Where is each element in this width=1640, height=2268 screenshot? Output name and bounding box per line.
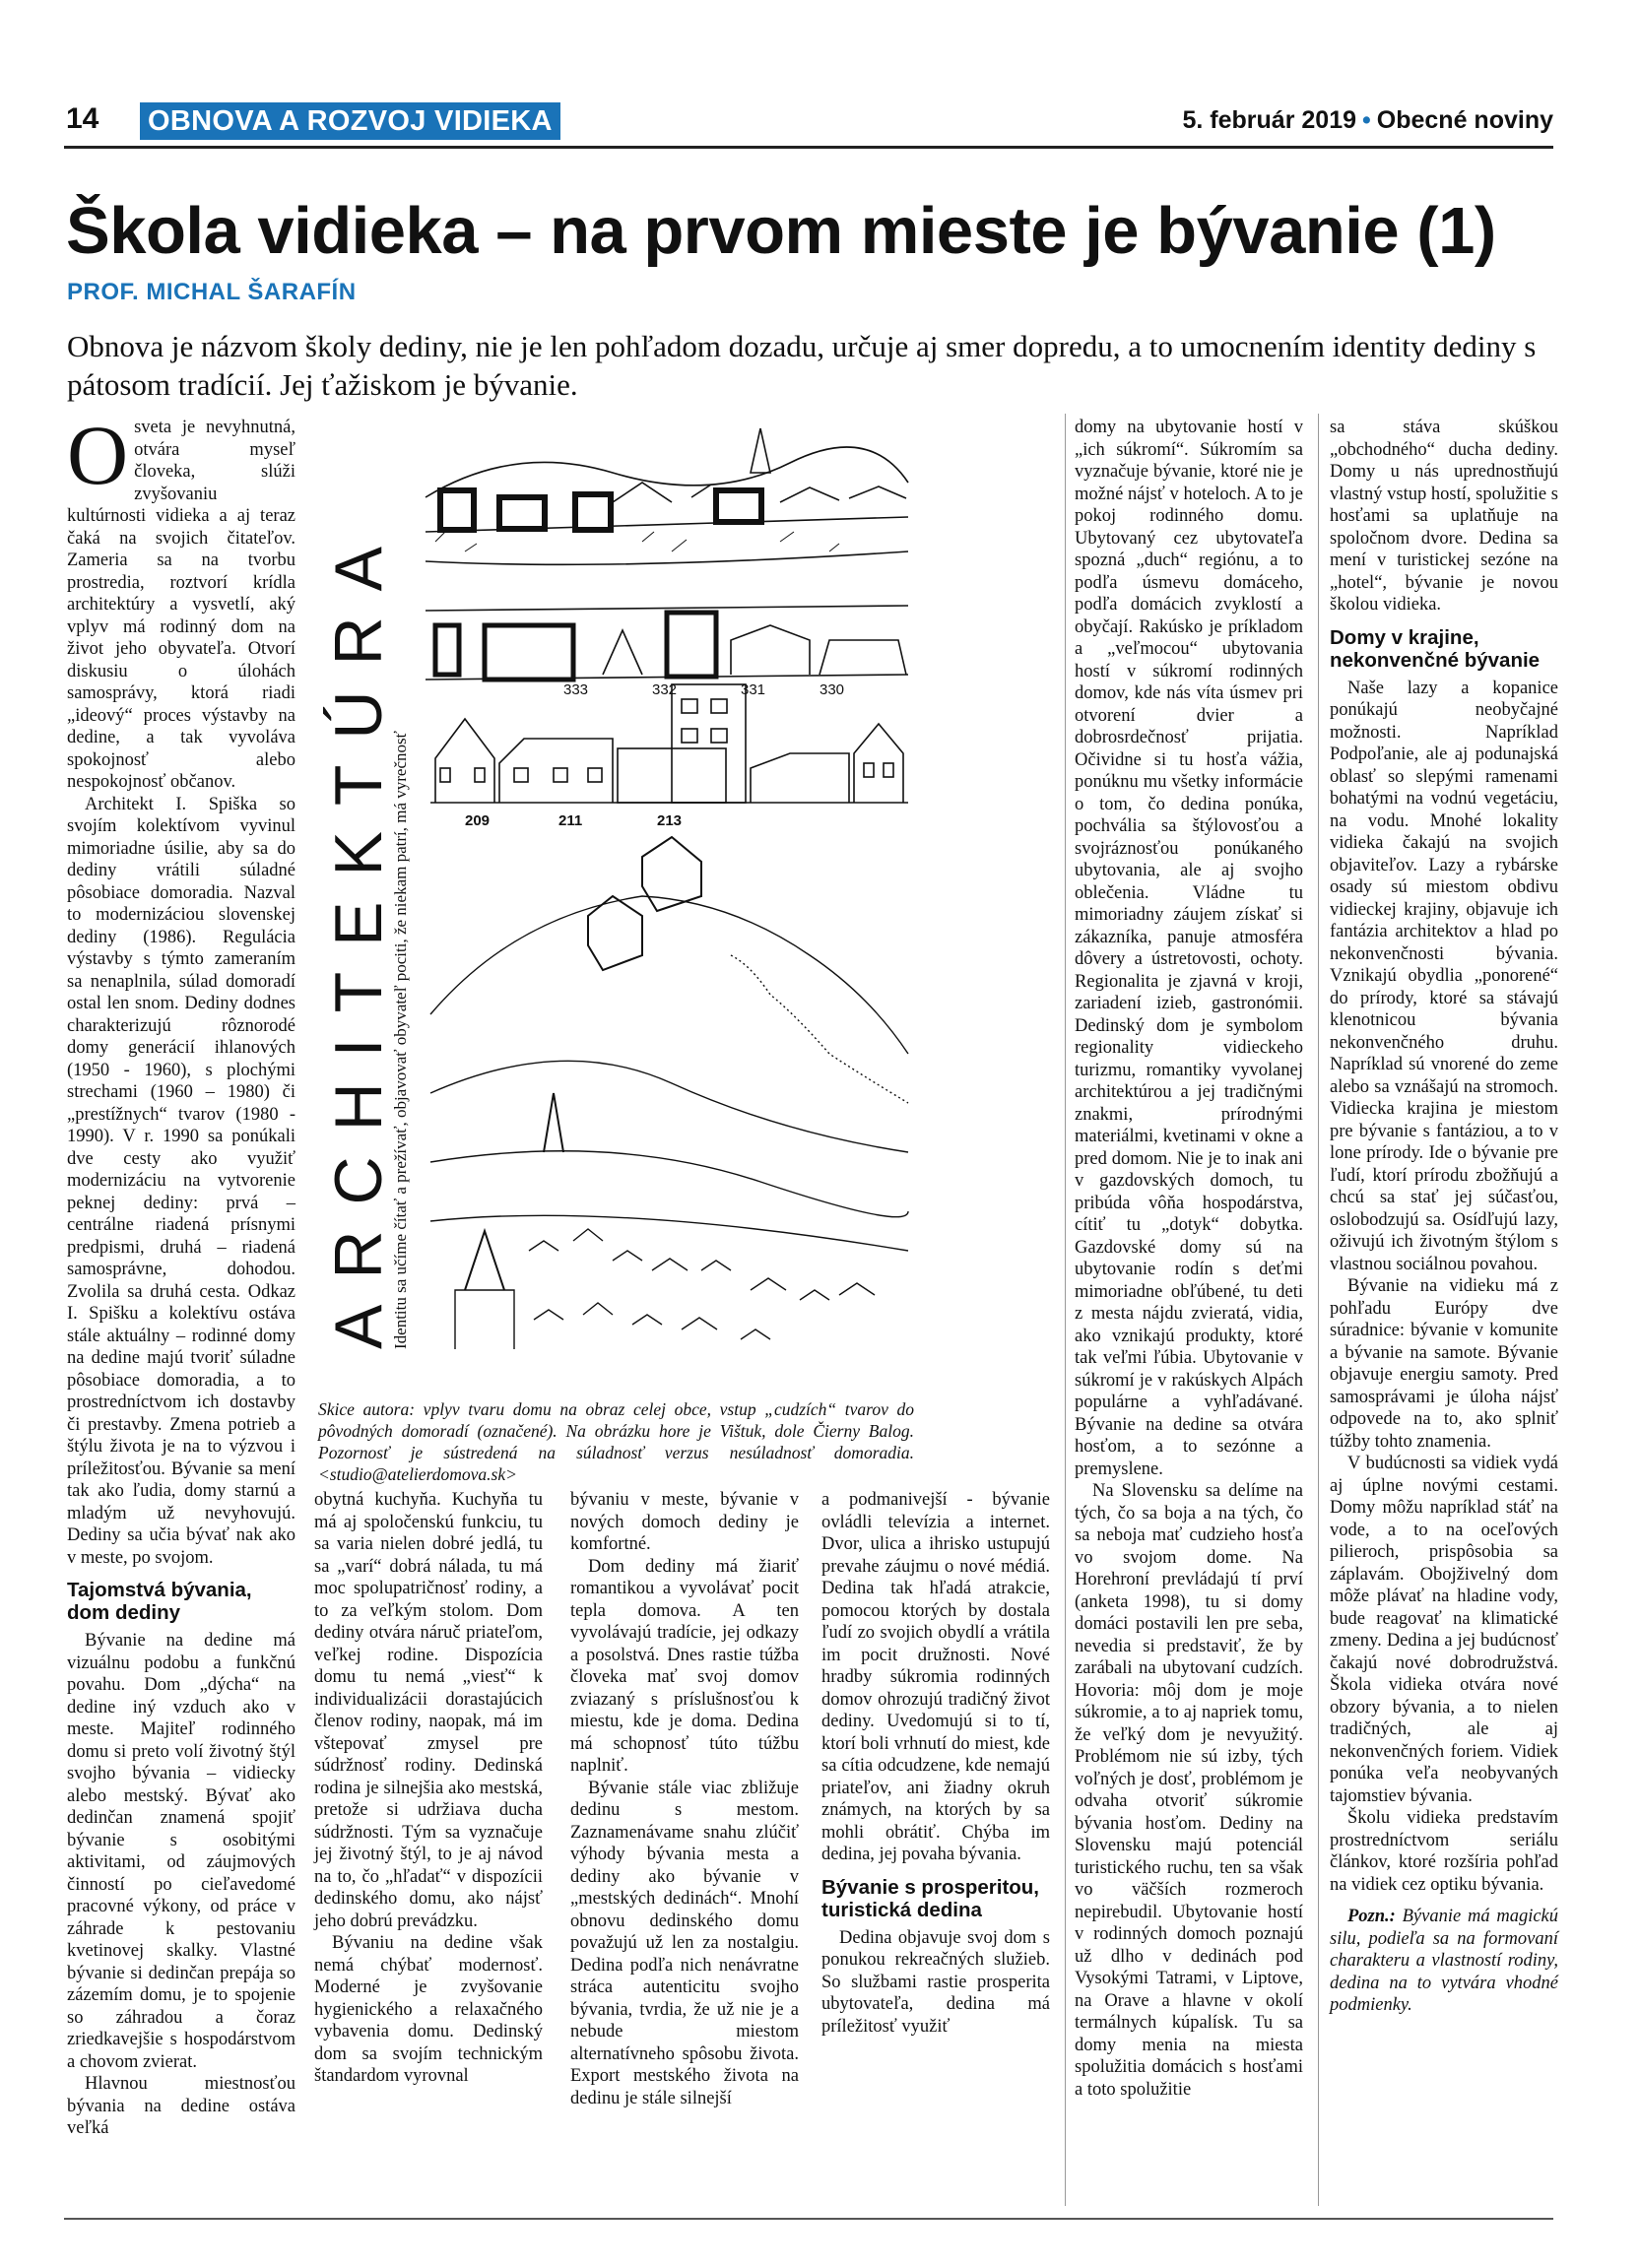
- subheading: Bývanie s prosperitou, turistická dedina: [821, 1875, 1040, 1921]
- paragraph: V budúcnosti sa vidiek vydá aj úplne novými cestami. Domy môžu napríklad stáť na vode, a to na oceľových pilieroch, prispôsobia sa záplavám. Obojživelný dom môže plávať na hladine vody, bude reagovať na klimatické zmeny. Dedina a jej budúcnosť čakajú nové dobrodružstvá. Škola vidieka otvára nové obzory bývania, a to nielen tradičných, ale aj nekonvenčných foriem. Vidiek ponúka veľa neobyvaných tajomstiev bývania.: [1330, 1454, 1558, 1806]
- publication-name: Obecné noviny: [1376, 106, 1553, 134]
- column-2: [314, 1489, 543, 2088]
- column-3: [570, 1489, 799, 2109]
- subheading: Domy v krajine, nekonvenčné bývanie: [1330, 625, 1541, 672]
- author-byline: PROF. MICHAL ŠARAFÍN: [67, 279, 357, 305]
- sketch-label: 213: [657, 812, 683, 829]
- note-label: Pozn.:: [1347, 1907, 1396, 1926]
- paragraph: Architekt I. Spiška so svojím kolektívom vyvinul mimoriadne úsilie, aby sa do dediny vrátili súladné pôsobiace domoradia. Nazval to modernizáciou slovenskej dediny (1986). Regulácia výstavby s týmto zameraním sa nenaplnila, súlad domoradí ostal len snom. Dediny dodnes charakterizujú rôznorodé domy generácií ihlanových (1950 - 1960), s plochými strechami (1960 – 1980) či „prestížnych“ tvarov (1980 - 1990). V r. 1990 sa ponúkali dve cesty ako využiť modernizáciu na vytvorenie peknej dediny: prvá – centrálne riadená prísnymi predpismi, druhá – riadená samosprávne, dohodou. Zvolila sa druhá cesta. Odkaz I. Spišku a kolektívu ostáva stále aktuálny – rodinné domy na dedine majú tvoriť súladne pôsobiace domoradia, a to prostredníctvom ich dostavby či prestavby. Zmena potrieb a štýlu života je na to výzvou i príležitosťou. Bývanie sa mení tak ako ľudia, domy starnú a mladým už nevyhovujú. Dediny sa učia bývať nak ako v meste, po svojom.: [67, 794, 295, 1568]
- houses-row-332: [426, 606, 908, 680]
- illustration-caption: Skice autora: vplyv tvaru domu na obraz celej obce, vstup „cudzích“ tvarov do pôvodných domoradí (označené). Na obrázku hore je Vištuk, dole Čierny Balog. Pozornosť je sústredená na súladnosť verzus nesúladnosť domoradia. <studio@atelierdomova.sk>: [318, 1399, 914, 1484]
- paragraph: bývaniu v meste, bývanie v nových domoch dediny je komfortné.: [570, 1490, 799, 1554]
- architecture-sketch-illustration: [317, 404, 918, 1384]
- paragraph: Bývanie stále viac zbližuje dedinu s mestom. Zaznamenávame snahu zlúčiť výhody bývania mesta a dediny ako bývanie v „mestských dedinách“. Mnohí obnovu dedinského domu považujú už len za nostalgiu. Dedina podľa nich nenávratne stráca autenticitu svojho bývania, tvrdia, že už nie je a nebude miestom alternatívneho spôsobu života. Export mestského života na dedinu je stále silnejší: [570, 1778, 799, 2108]
- drop-cap: O: [67, 408, 129, 502]
- column-1: [67, 408, 295, 2140]
- houses-row-elevations: [430, 684, 908, 803]
- lead-paragraph: Obnova je názvom školy dediny, nie je len pohľadom dozadu, určuje aj smer dopredu, a to umocnením identity dediny s pátosom tradícií. Jej ťažiskom je bývanie.: [67, 329, 1537, 402]
- paragraph: Naše lazy a kopanice ponúkajú neobyčajné možnosti. Napríklad Podpoľanie, ale aj podunajská oblasť so slepými ramenami bohatými na vodnú vegetáciu, na vodu. Mnohé lokality vidieka čakajú na svojich objaviteľov. Lazy a rybárske osady sú miestom obdivu vidieckej krajiny, objavuje ich fantázia architektov a hlad po nekonvenčnosti bývania. Vznikajú obydlia „ponorené“ do prírody, ktoré sa stávajú klenotnicou bývania nekonvenčného druhu. Napríklad sú vnorené do zeme alebo sa vznášajú na stromoch. Vidiecka krajina je miestom pre bývanie s fantáziou, a to v lone prírody. Ide o bývanie pre ľudí, ktorí prírodu zbožňujú a chcú sa stať jej súčasťou, oslobodzujú sa. Osídľujú lazy, oživujú ich životným štýlom s vlastnou sociálnou povahou.: [1330, 678, 1558, 1274]
- issue-info: [1183, 106, 1553, 135]
- sketch-label: 332: [652, 681, 678, 698]
- sketch-label: 333: [563, 681, 589, 698]
- sketch-label: 211: [558, 812, 583, 829]
- column-divider: [1065, 414, 1066, 2206]
- paragraph: Dom dediny má žiariť romantikou a vyvolávať pocit tepla domova. A ten vyvolávajú tradície, jej odkazy a posolstvá. Dnes rastie túžba človeka mať svoj domov zviazaný s príslušnosťou k miestu, kde je doma. Dedina má schopnosť túto túžbu naplniť.: [570, 1556, 799, 1776]
- paragraph: Hlavnou miestnosťou bývania na dedine ostáva veľká: [67, 2074, 295, 2138]
- separator-dot: •: [1362, 106, 1371, 134]
- headline: Škola vidieka – na prvom mieste je bývanie (1): [66, 194, 1496, 268]
- subheading: Tajomstvá bývania, dom dediny: [67, 1579, 252, 1624]
- paragraph: Školu vidieka predstavím prostredníctvom seriálu článkov, ktoré rozšíria pohľad na vidiek cez optiku bývania.: [1330, 1808, 1558, 1895]
- paragraph-text: sveta je nevyhnutná, otvára myseľ človeka, slúži zvyšovaniu kultúrnosti vidieka a aj teraz čaká na svojich čitateľov. Zameria sa na tvorbu prostredia, roztvorí krídla architektúry a vysvetlí, aký vplyv má rodinný dom na život jeho obyvateľa. Otvorí diskusiu o úlohách samosprávy, ktorá riadi „ideový“ proces výstavby na dedine, a tak vyvoláva spokojnosť alebo nespokojnosť občanov.: [67, 418, 295, 792]
- column-5: [1075, 417, 1303, 2101]
- column-divider: [1318, 414, 1319, 2206]
- paragraph: Bývanie na dedine má vizuálnu podobu a funkčnú povahu. Dom „dýcha“ na dedine iný vzduch ako v meste. Majiteľ rodinného domu si preto volí životný štýl svojho bývania – vidiecky alebo mestský. Bývať ako dedinčan znamená spojiť bývanie s osobitými aktivitami, od záujmových činností po cieľavedomé pracovné výkony, od práce v záhrade k pestovaniu kvetinovej skalky. Vlastné bývanie si dedinčan prepája so zázemím domu, je to spojenie so záhradou a čoraz zriedkavejšie s hospodárstvom a chovom zvierat.: [67, 1631, 295, 2072]
- paragraph: Dedina objavuje svoj dom s ponukou rekreačných služieb. So službami rastie prosperita ubytovateľa, dedina má príležitosť využiť: [821, 1927, 1050, 2037]
- paragraph: obytná kuchyňa. Kuchyňa tu má aj spoločenskú funkciu, tu sa varia nielen dobré jedlá, tu sa „varí“ dobrá nálada, tu má moc spolupatričnosť rodiny, a to za veľkým stolom. Dom dediny otvára náruč priateľom, veľkej rodine. Dispozícia domu tu nemá „viesť“ k individualizácii dorastajúcich členov rodiny, naopak, má im vštepovať zmysel pre súdržnosť rodiny. Dedinská rodina je silnejšia ako mestská, pretože si udržiava ducha súdržnosti. Tým sa vyznačuje jej životný štýl, to je aj návod na to, čo „hľadať“ v dispozícii dedinského domu, ako nájsť jeho dobrú prevádzku.: [314, 1490, 543, 1931]
- section-banner: OBNOVA A ROZVOJ VIDIEKA: [140, 102, 560, 140]
- panorama-vistuk-top: [426, 428, 908, 564]
- author-note: [1330, 1906, 1558, 2017]
- paragraph: a podmanivejší - bývanie ovládli televízia a internet. Dvor, ulica a ihrisko ustupujú prevahe záujmu o nové médiá. Dedina tak hľadá atrakcie, pomocou ktorých by dostala ľudí zo svojich obydlí a vrátila im pocit družnosti. Nové hradby súkromia rodinných domov ohrozujú tradičný život dediny. Uvedomujú si to tí, ktorí boli vrhnutí do miest, kde sa cítia odcudzene, kde nemajú priateľov, ani žiadny okruh známych, na ktorých by sa mohli obrátiť. Chýba im dedina, jej povaha bývania.: [821, 1490, 1050, 1864]
- paragraph: Bývaniu na dedine však nemá chýbať modernosť. Moderné je zvyšovanie hygienického a relaxačného vybavenia domu. Dedinský dom sa svojím technickým štandardom vyrovnal: [314, 1933, 543, 2086]
- sketch-label: 209: [465, 812, 491, 829]
- sketch-svg: [317, 404, 918, 1384]
- note-text: Bývanie má magickú silu, podieľa sa na formovaní charakteru a vlastností rodiny, dedina na to vytvára vhodné podmienky.: [1330, 1907, 1559, 2015]
- issue-date: 5. február 2019: [1182, 106, 1357, 134]
- paragraph: [67, 408, 295, 794]
- column-4: [821, 1489, 1050, 2038]
- column-6: [1330, 417, 1558, 2017]
- page-number: 14: [66, 102, 99, 135]
- landscape-cierny-balog: [430, 837, 908, 1349]
- sketch-label: 331: [741, 681, 766, 698]
- header-rule: [64, 146, 1553, 149]
- sketch-label: 330: [820, 681, 845, 698]
- footer-rule: [64, 2218, 1553, 2220]
- paragraph: Bývanie na vidieku má z pohľadu Európy dve súradnice: bývanie v komunite a bývanie na samote. Bývanie objavuje energiu samoty. Pred samosprávami je úloha nájsť odpovede na to, ako splniť túžby tohto znamenia.: [1330, 1276, 1558, 1452]
- paragraph: Na Slovensku sa delíme na tých, čo sa boja a na tých, čo sa neboja mať cudzieho hosťa vo svojom dome. Na Horehroní prevládajú tí prví (anketa 1998), tu si domy domáci postavili len pre seba, nevedia si predstaviť, že by zarábali na ubytovaní cudzích. Hovoria: môj dom je moje súkromie, a to aj napriek tomu, že veľký dom je nevyužitý. Problémom nie sú izby, tých voľných je dosť, problémom je odvaha otvoriť súkromie bývania hosťom. Dediny na Slovensku majú potenciál turistického ruchu, ten sa však vo väčších rozmeroch nepirebudil. Ubytovanie hostí v rodinných domoch poznajú už dlho v dedinách pod Vysokými Tatrami, v Liptove, na Orave a hlavne v okolí termálnych kúpalísk. Tu sa domy menia na miesta spolužitia domácich s hosťami a toto spolužitie: [1075, 1481, 1303, 2100]
- vertical-title: ARCHITEKTÚRA: [321, 521, 396, 1349]
- paragraph: domy na ubytovanie hostí v „ich súkromí“. Súkromím sa vyznačuje bývanie, ktoré nie je možné nájsť v hoteloch. A to je pokoj rodinného domu. Ubytovaný cez ubytovateľa spozná „duch“ regiónu, a to podľa úsmevu domáceho, podľa domácich zvyklostí a obyčají. Rakúsko je príkladom a „veľmocou“ ubytovania hostí v súkromí rodinných domov, kde nás víta úsmev pri otvorení dvier a dobrosrdečnosť prijatia. Očividne si tu hosťa vážia, ponúknu mu všetky informácie o tom, čo dedina ponúka, pochváliа sa štýlovosťou a svojráznosťou ponúkaného ubytovania, ale aj svojho oblečenia. Vládne tu mimoriadny záujem získať si zákazníka, panuje atmosféra dôvery a ústretovosti, ochoty. Regionalita je zjavná v kroji, zariadení izieb, gastronómii. Dedinský dom je symbolom regionality vidieckeho turizmu, romantiky vyvolanej architektúrou a jej tradičnými znakmi, prírodnými materiálmi, kvetinami v okne a pred domom. Nie je to inak ani v gazdovských domoch, tu pribúda vôňa hospodárstva, cítiť tu „dotyk“ dobytka. Gazdovské domy sú na ubytovanie rodín s deťmi mimoriadne obľúbené, tu deti z mesta nájdu zvieratá, vidia, ako vznikajú produkty, ktoré tak veľmi ľúbia. Ubytovanie v súkromí je v rakúskych Alpách populárne a vyhľadávané. Bývanie na dedine sa otvára hosťom, a to sezónne a premyslene.: [1075, 418, 1303, 1479]
- paragraph: sa stáva skúškou „obchodného“ ducha dediny. Domy u nás uprednostňujú vlastný vstup hostí, spolužitie s hosťami sa uplatňuje na spoločnom dvore. Dedina sa mení v turistickej sezóne na „hotel“, bývanie je novou školou vidieka.: [1330, 418, 1558, 615]
- vertical-subtitle: Identitu sa učíme čítať a prežívať, objavovať obyvateľ pociti, že niekam patrí, má vyrečnosť: [391, 731, 410, 1349]
